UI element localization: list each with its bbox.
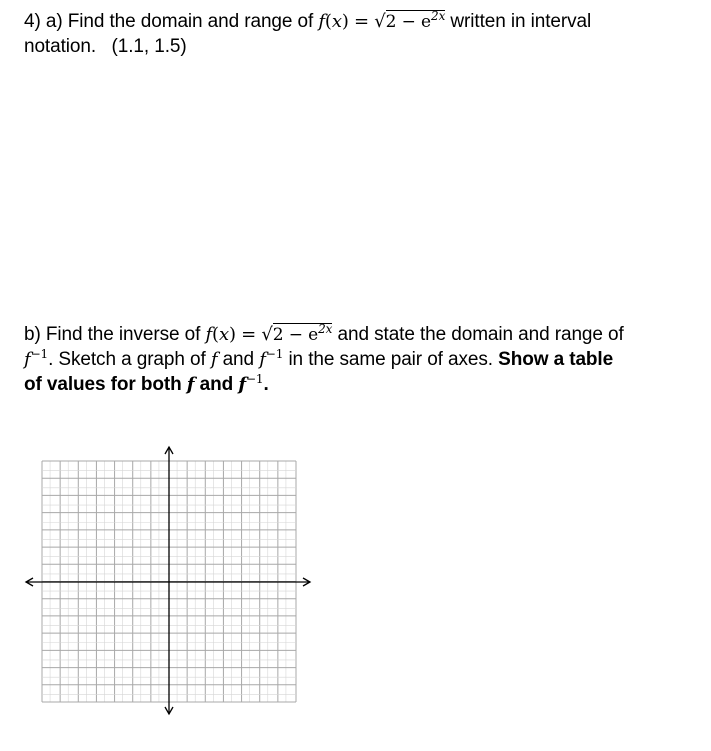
part-a-radical-base: 2 − e [385,12,432,32]
part-b-radical-sign: √ [261,324,273,345]
part-b-open-paren: ( [212,324,219,345]
part-b-and-word: and [222,349,254,370]
part-b-inverse-exp: −1 [30,347,49,361]
part-b-bold-f-inverse-exp: −1 [245,372,264,386]
part-a-line2: notation. (1.1, 1.5) [24,36,187,57]
part-a-close-paren: ) [341,11,349,32]
part-b-after-func: and state the domain and range of [337,324,624,345]
part-b-bold-end: . [263,374,269,395]
part-b-f-inverse-symbol: f [259,349,266,370]
part-b-sketch-text: . Sketch a graph of [48,349,206,370]
part-b-close-paren: ) [229,324,236,345]
part-a-variable: x [331,11,342,32]
part-a-suffix: written in interval [450,11,592,32]
part-a-equals: = [354,11,370,32]
part-b-inverse-name: f [24,349,31,370]
part-b-function-name: f [205,324,213,345]
part-a-radical-sign: √ [374,11,386,32]
axes [26,447,310,714]
part-b-bold-2: of values for both [24,374,182,395]
part-b-equals: = [241,324,257,345]
part-b-f-inverse-exp: −1 [265,347,284,361]
part-b-pair-text: in the same pair of axes. [288,349,493,370]
part-b-variable: x [218,324,230,345]
part-a-open-paren: ( [324,11,332,32]
part-b-bold-f-symbol: f [186,374,195,395]
part-a-prefix: 4) a) Find the domain and range of [24,11,314,32]
part-b-bold-f-inverse-symbol: f [238,374,246,395]
part-b-exponent: 2x [318,322,333,336]
part-b-f-symbol: f [210,349,218,370]
part-b-bold-and: and [199,374,234,395]
part-b-prefix: b) Find the inverse of [24,324,201,345]
part-b-radical-base: 2 − e [272,325,319,345]
part-a-exponent: 2x [431,9,446,23]
part-b-bold-1: Show a table [498,349,614,370]
part-a-function-name: f [318,11,325,32]
